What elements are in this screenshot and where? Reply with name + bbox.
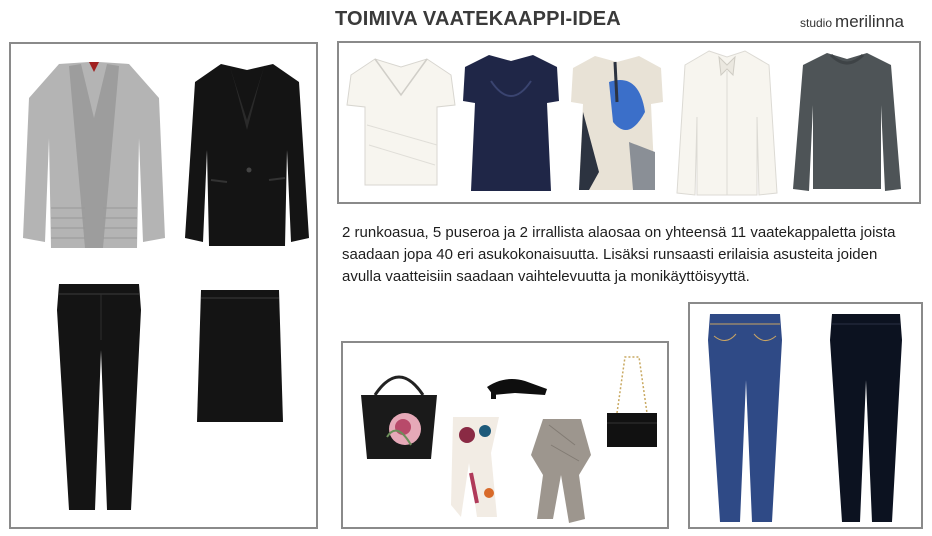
trousers-image xyxy=(55,280,143,512)
printed-top-image xyxy=(569,52,665,192)
tote-bag-image xyxy=(357,365,441,461)
blouses-panel xyxy=(337,41,921,204)
cardigan-image xyxy=(19,58,169,253)
grey-sweater-image xyxy=(791,49,903,197)
pump-shoe-image xyxy=(485,371,549,399)
core-outfits-panel xyxy=(9,42,318,529)
dark-velvet-jeans-image xyxy=(828,310,904,524)
navy-satin-top-image xyxy=(461,51,561,193)
page-title: TOIMIVA VAATEKAAPPI-IDEA xyxy=(335,8,621,30)
knit-scarf-image xyxy=(529,415,595,527)
accessories-panel xyxy=(341,341,669,529)
brand-prefix: studio xyxy=(800,16,833,30)
bottoms-panel xyxy=(688,302,923,529)
blazer-image xyxy=(181,60,313,250)
bow-blouse-image xyxy=(673,47,781,199)
outfit-description: 2 runkoasua, 5 puseroa ja 2 irrallista alaosaa on yhteensä 11 vaatekappaletta joista saadaan jopa 40 eri asukokonaisuutta. Lisäksi runsaasti erilaisia asusteita joiden avulla vaatteisiin saadaan vaihtelevuutta ja monikäyttöisyyttä. xyxy=(342,224,896,285)
shoulder-bag-image xyxy=(603,353,661,449)
silk-scarf-image xyxy=(447,413,505,519)
brand-name: merilinna xyxy=(835,12,905,31)
blue-jeans-image xyxy=(706,310,784,524)
white-wrap-top-image xyxy=(345,55,457,187)
brand-logo xyxy=(800,12,904,32)
skirt-image xyxy=(195,288,285,424)
